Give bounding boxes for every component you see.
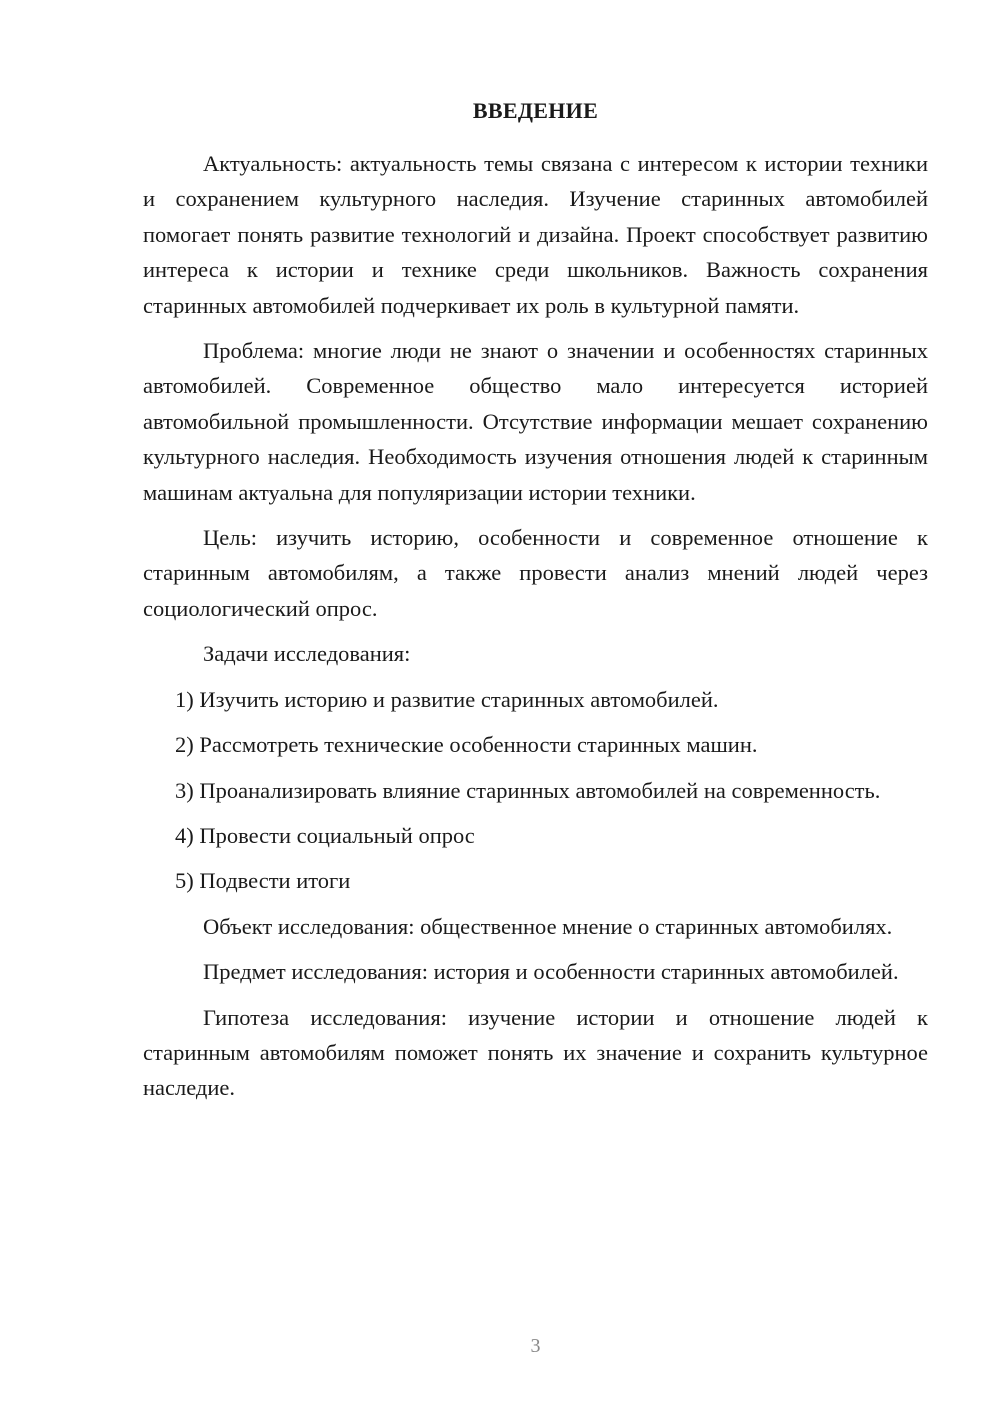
task-item-1: 1) Изучить историю и развитие старинных автомобилей. bbox=[175, 686, 719, 712]
goal-paragraph: Цель: изучить историю, особенности и современное отношение к старинным автомобилям, а также провести анализ мнений людей через социологический опрос. bbox=[143, 525, 928, 621]
relevance-paragraph: Актуальность: актуальность темы связана с интересом к истории техники и сохранением культурного наследия. Изучение старинных автомобилей помогает понять развитие технологий и дизайна. Проект способствует развитию интереса к истории и технике среди школьников. Важность сохранения старинных автомобилей подчеркивает их роль в культурной памяти. bbox=[143, 151, 928, 318]
task-item-2: 2) Рассмотреть технические особенности старинных машин. bbox=[175, 732, 758, 758]
page-title: ВВЕДЕНИЕ bbox=[472, 98, 599, 123]
document-page bbox=[143, 96, 928, 1116]
page-number: 3 bbox=[530, 1335, 541, 1357]
subject-paragraph: Предмет исследования: история и особенности старинных автомобилей. bbox=[203, 959, 899, 985]
tasks-heading: Задачи исследования: bbox=[203, 641, 411, 667]
object-paragraph: Объект исследования: общественное мнение о старинных автомобилях. bbox=[203, 913, 893, 939]
task-item-4: 4) Провести социальный опрос bbox=[175, 822, 475, 848]
task-item-3: 3) Проанализировать влияние старинных автомобилей на современность. bbox=[175, 777, 881, 803]
task-item-5: 5) Подвести итоги bbox=[175, 868, 351, 894]
hypothesis-paragraph: Гипотеза исследования: изучение истории и отношение людей к старинным автомобилям поможет понять их значение и сохранить культурное наследие. bbox=[143, 1004, 928, 1101]
problem-paragraph: Проблема: многие люди не знают о значении и особенностях старинных автомобилей. Современное общество мало интересуется историей автомобильной промышленности. Отсутствие информации мешает сохранению культурного наследия. Необходимость изучения отношения людей к старинным машинам актуальна для популяризации истории техники. bbox=[143, 338, 928, 505]
